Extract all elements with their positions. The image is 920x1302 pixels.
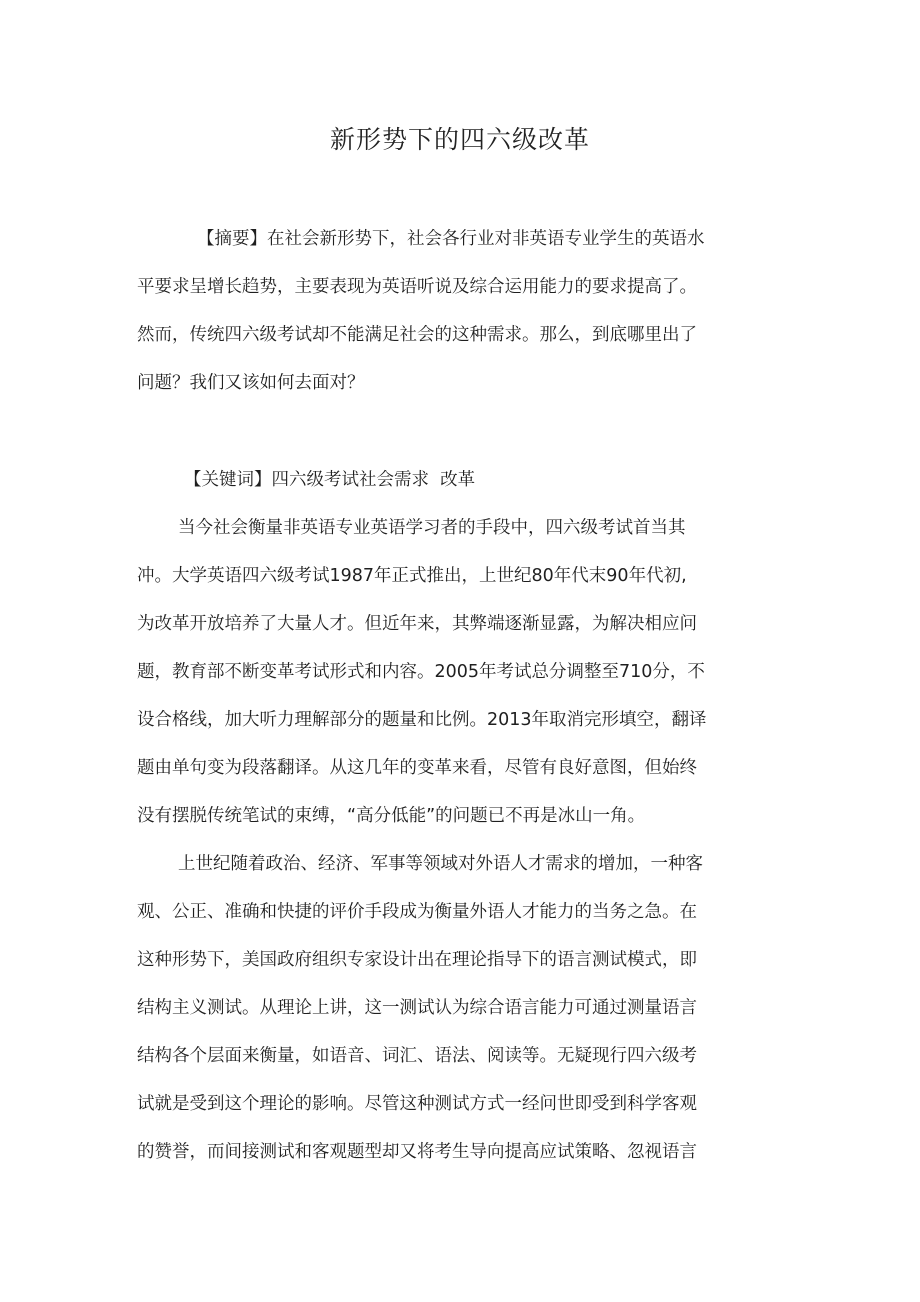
paragraph-line: 设合格线，加大听力理解部分的题量和比例。2013年取消完形填空，翻译 (137, 710, 707, 730)
keywords-text: 四六级考试社会需求 改革 (271, 470, 476, 490)
document-title: 新形势下的四六级改革 (329, 125, 590, 154)
abstract-line: 问题？我们又该如何去面对？ (137, 373, 365, 393)
paragraph-line: 为改革开放培养了大量人才。但近年来，其弊端逐渐显露，为解决相应问 (137, 614, 697, 634)
abstract-line: 平要求呈增长趋势，主要表现为英语听说及综合运用能力的要求提高了。 (137, 277, 697, 297)
paragraph-line: 观、公正、准确和快捷的评价手段成为衡量外语人才能力的当务之急。在 (137, 902, 697, 922)
abstract-line: 然而，传统四六级考试却不能满足社会的这种需求。那么，到底哪里出了 (137, 325, 697, 345)
abstract-text: 在社会新形势下，社会各行业对非英语专业学生的英语水 (267, 229, 705, 249)
keywords-label: 【关键词】 (184, 470, 272, 490)
paragraph-line: 题，教育部不断变革考试形式和内容。2005年考试总分调整至710分，不 (137, 662, 705, 682)
paragraph-line: 结构各个层面来衡量，如语音、词汇、语法、阅读等。无疑现行四六级考 (137, 1046, 697, 1066)
paragraph-line: 的赞誉，而间接测试和客观题型却又将考生导向提高应试策略、忽视语言 (137, 1142, 697, 1162)
abstract-label: 【摘要】 (197, 229, 267, 249)
paragraph-line: 上世纪随着政治、经济、军事等领域对外语人才需求的增加，一种客 (178, 854, 703, 874)
paragraph-line: 当今社会衡量非英语专业英语学习者的手段中，四六级考试首当其 (178, 518, 686, 538)
paragraph-line: 结构主义测试。从理论上讲，这一测试认为综合语言能力可通过测量语言 (137, 998, 697, 1018)
keywords-line (184, 466, 475, 494)
paragraph-line: 题由单句变为段落翻译。从这几年的变革来看，尽管有良好意图，但始终 (137, 758, 697, 778)
paragraph-line: 试就是受到这个理论的影响。尽管这种测试方式一经问世即受到科学客观 (137, 1094, 697, 1114)
paragraph-line: 冲。大学英语四六级考试1987年正式推出，上世纪80年代末90年代初, (137, 566, 687, 586)
paragraph-line: 这种形势下，美国政府组织专家设计出在理论指导下的语言测试模式，即 (137, 950, 697, 970)
abstract-line (197, 225, 705, 253)
paragraph-line: 没有摆脱传统笔试的束缚，“高分低能”的问题已不再是冰山一角。 (137, 806, 646, 826)
